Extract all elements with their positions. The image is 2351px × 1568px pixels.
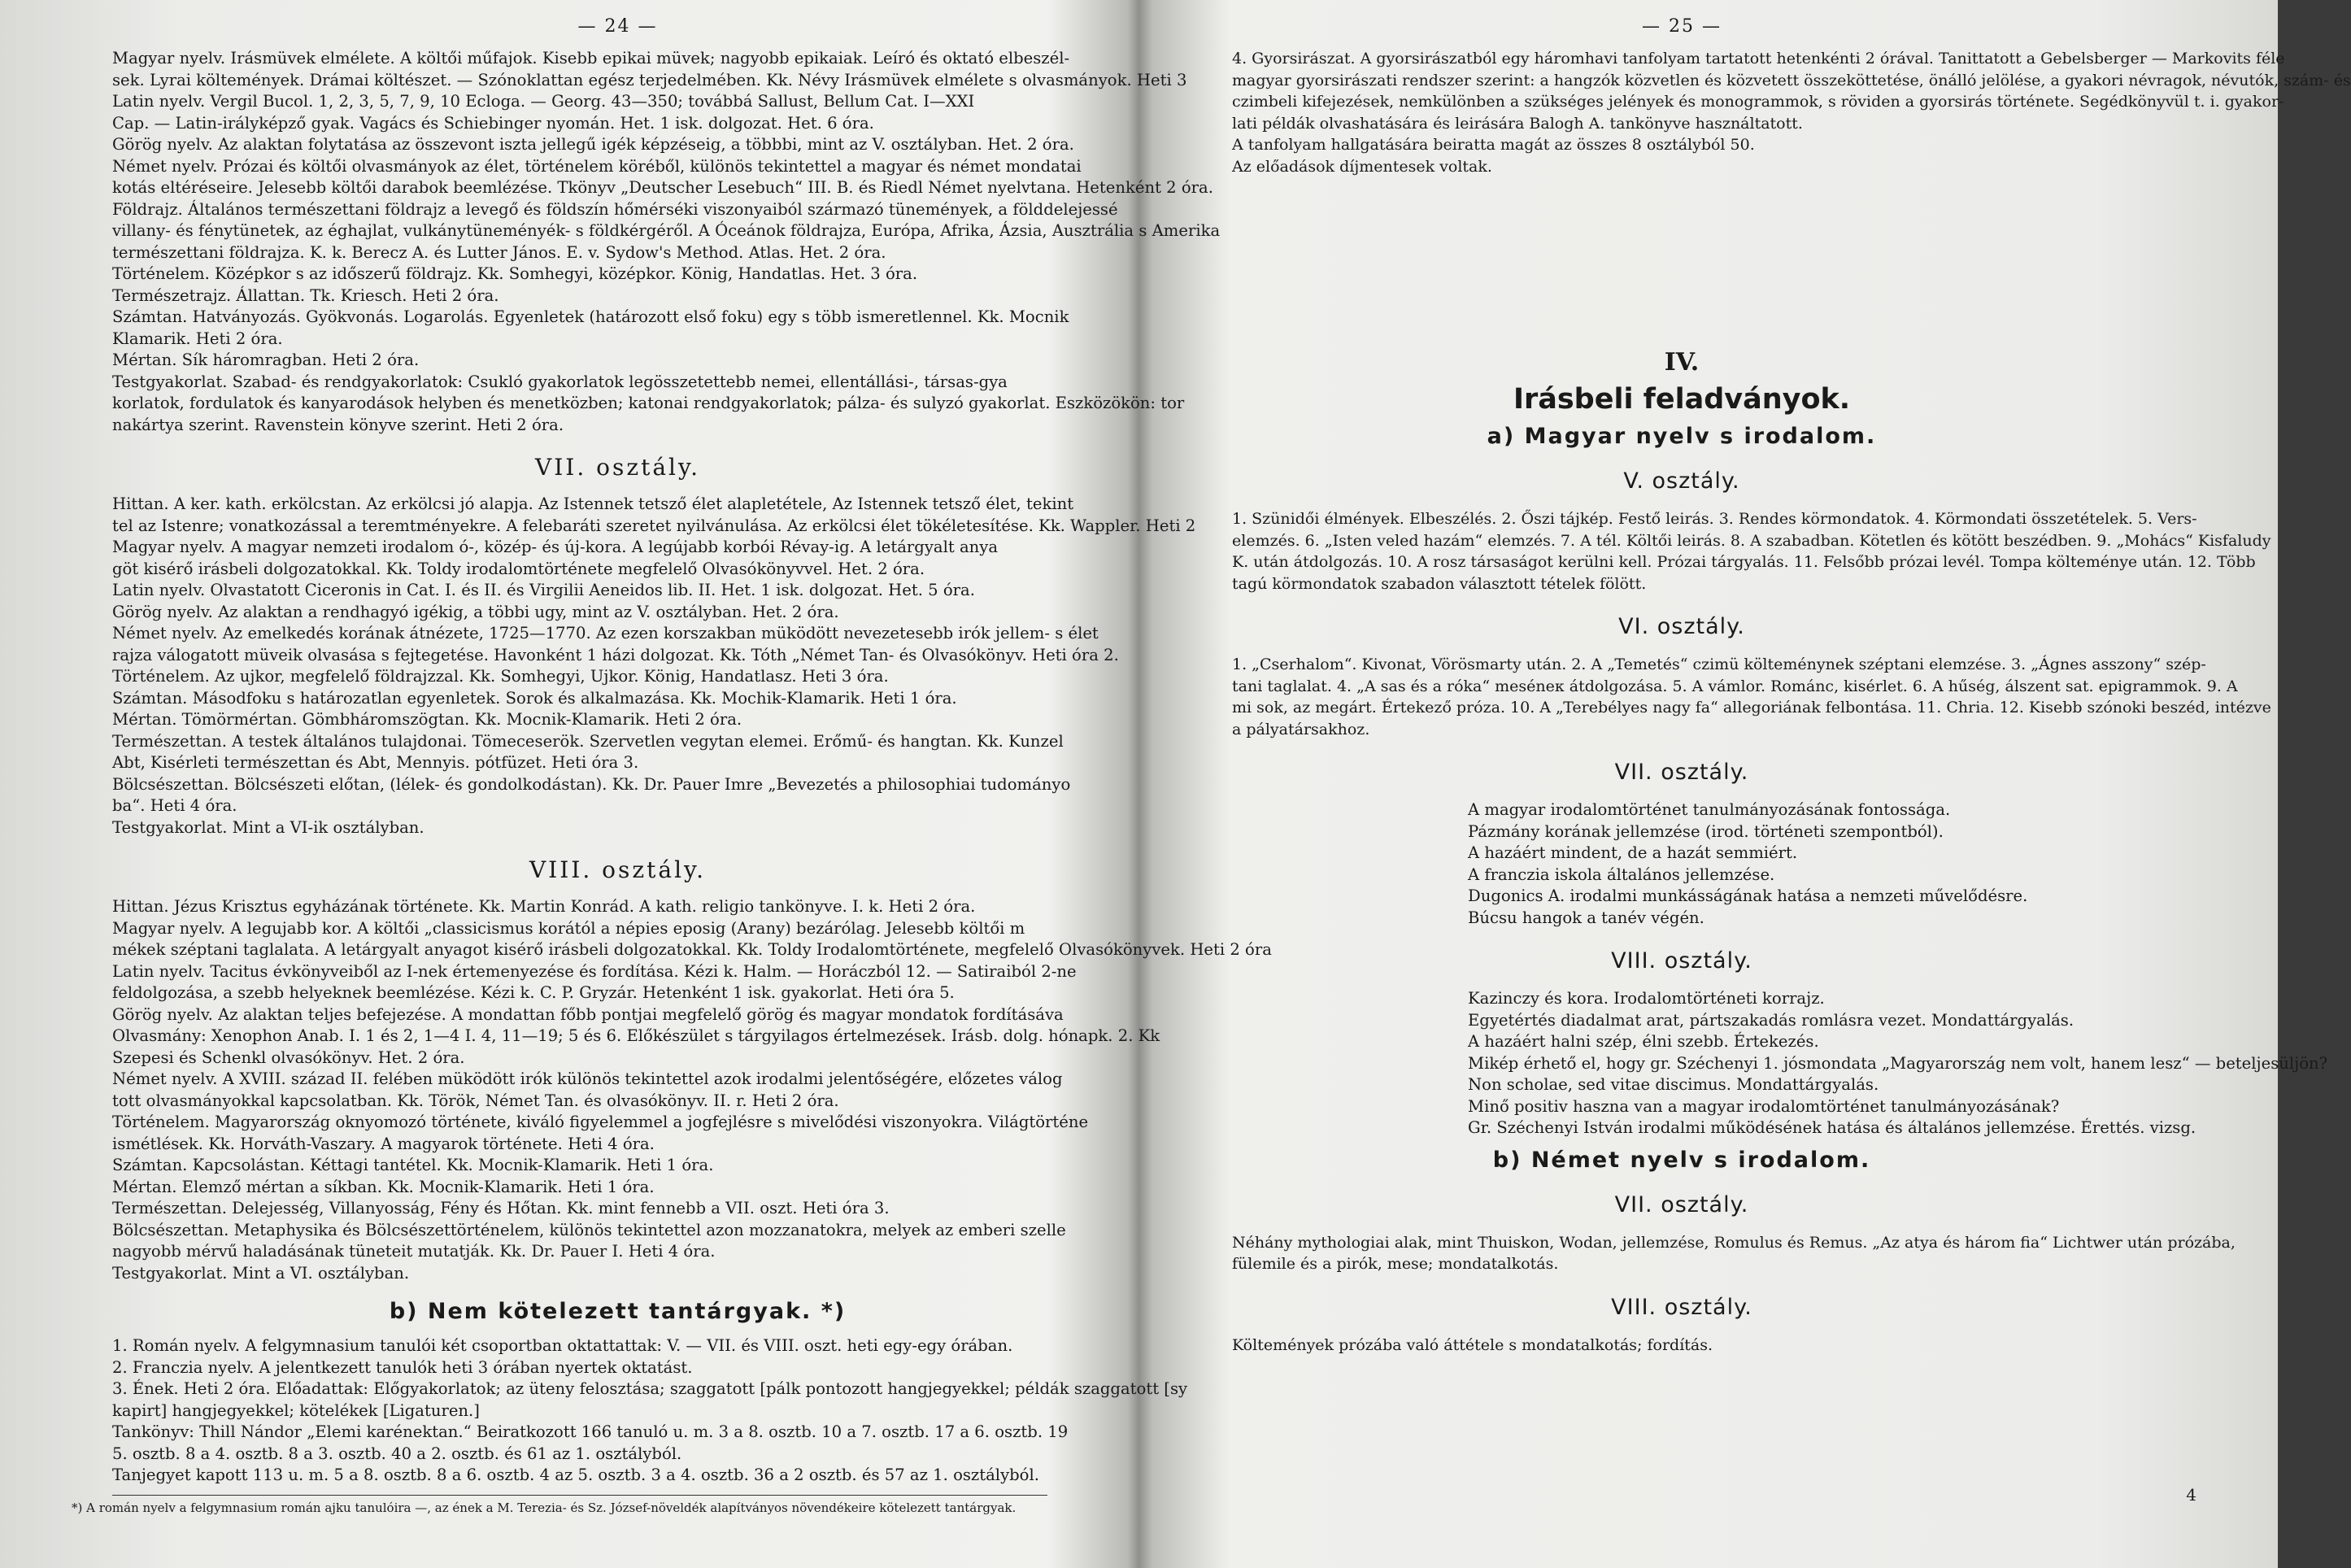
text-line: Magyar nyelv. A magyar nemzeti irodalom ó-, közép- és új-kora. A legújabb korbói Révay-ig. A letárgyalt anya — [112, 538, 999, 556]
block-optional-subjects — [112, 1335, 1188, 1487]
text-line: korlatok, fordulatok és kanyarodások helyben és menetközben; katonai rendgyakorlatok; pálza- és sulyzó gyakorlat. Eszközökön: tor — [112, 394, 1185, 412]
text-line: nakártya szerint. Ravenstein könyve szerint. Heti 2 óra. — [112, 415, 564, 434]
text-line: lati példák olvashatására és leirására Balogh A. tankönyve használtatott. — [1232, 114, 1803, 133]
text-line: 1. „Cserhalom“. Kivonat, Vörösmarty után. 2. A „Temetés“ czimü költeménynek széptani elemzése. 3. „Ágnes asszony“ szép- — [1232, 656, 2206, 673]
text-line: 1. Szünidői élmények. Elbeszélés. 2. Őszi tájkép. Festő leirás. 3. Rendes körmondatok. 4. Körmondati összetételek. 5. Vers- — [1232, 510, 2197, 528]
text-line: Német nyelv. Az emelkedés korának átnézete, 1725—1770. Az ezen korszakban müködött nevezetesebb irók jellem- s élet — [112, 624, 1099, 642]
text-line: A hazáért halni szép, élni szebb. Értekezés. — [1468, 1032, 1819, 1051]
text-line: Klamarik. Heti 2 óra. — [112, 329, 283, 348]
heading-class-7: VII. osztály. — [534, 454, 701, 481]
text-line: Egyetértés diadalmat arat, pártszakadás romlásra vezet. Mondattárgyalás. — [1468, 1010, 2075, 1030]
text-line: magyar gyorsirászati rendszer szerint: a hangzók közvetlen és közvetett összeköttetése, önálló jelölése, a gyakori névragok, névutók, szám- és — [1232, 71, 2351, 89]
text-line: rajza válogatott müveik olvasása s fejtegetése. Havonként 1 házi dolgozat. Kk. Tóth „Német Tan- és Olvasókönyv. Heti óra 2. — [112, 645, 1119, 664]
text-line: Latin nyelv. Vergil Bucol. 1, 2, 3, 5, 7, 9, 10 Ecloga. — Georg. 43—350; továbbá Sallust, Bellum Cat. I—XXI — [112, 92, 975, 111]
text-line: Számtan. Másodfoku s határozatlan egyenletek. Sorok és alkalmazása. Kk. Mochik-Klamarik. Heti 1 óra. — [112, 688, 957, 708]
text-line: tott olvasmányokkal kapcsolatban. Kk. Török, Német Tan. és olvasókönyv. II. r. Heti 2 óra. — [112, 1091, 839, 1110]
german-class-8-text — [1199, 1335, 2164, 1357]
text-line: Latin nyelv. Olvastatott Ciceronis in Cat. I. és II. és Virgilii Aeneidos lib. II. Het. 1 isk. dolgozat. Het. 5 óra. — [112, 581, 975, 599]
heading-optional-subjects: b) Nem kötelezett tantárgyak. *) — [389, 1299, 847, 1324]
text-line: K. után átdolgozás. 10. A rosz társaságot kerülni kell. Prózai tárgyalás. 11. Felsőbb prózai levél. Tompa költeménye után. 12. Több — [1232, 553, 2256, 571]
text-line: Bölcsészettan. Bölcsészeti előtan, (lélek- és gondolkodástan). Kk. Dr. Pauer Imre „Bevezetés a philosophiai tudományo — [112, 774, 1071, 794]
text-line: sek. Lyrai költemények. Drámai költészet. — Szónoklattan egész terjedelmében. Kk. Névy Irásmüvek elmélete s olvasmányok. Heti 3 — [112, 70, 1187, 89]
text-line: Magyar nyelv. A legujabb kor. A költői „classicismus korától a népies eposig (Arany) bezárólag. Jelesebb költői m — [112, 918, 1025, 938]
text-line: Természettan. A testek általános tulajdonai. Tömeceserök. Szervetlen vegytan elemei. Erőmű- és hangtan. Kk. Kunzel — [112, 731, 1064, 751]
class-7-heading: VII. osztály. — [1614, 760, 1749, 785]
intro-shorthand — [1199, 48, 2351, 177]
text-line: Minő positiv haszna van a magyar irodalomtörténet tanulmányozásának? — [1468, 1096, 2060, 1116]
text-line: a pályatársakhoz. — [1232, 720, 1370, 738]
text-line: nagyobb mérvű haladásának tüneteit mutatják. Kk. Dr. Pauer I. Heti 4 óra. — [112, 1242, 716, 1261]
text-line: Abt, Kisérleti természettan és Abt, Mennyis. pótfüzet. Heti óra 3. — [112, 753, 639, 772]
text-line: Dugonics A. irodalmi munkásságának hatása a nemzeti művelődésre. — [1468, 886, 2028, 905]
page-number-left: — 24 — — [577, 16, 658, 37]
text-line: Latin nyelv. Tacitus évkönyveiből az I-nek értemenyezése és fordítása. Kézi k. Halm. — Horáczból 12. — Satiraiból 2-ne — [112, 961, 1077, 981]
text-line: Non scholae, sed vitae discimus. Mondattárgyalás. — [1468, 1075, 1879, 1094]
class-5-text — [1199, 508, 2271, 595]
right-page — [1134, 0, 2351, 1568]
text-line: 5. osztb. 8 a 4. osztb. 8 a 3. osztb. 40 a 2. osztb. és 61 az 1. osztályból. — [112, 1444, 682, 1463]
section-b-title: b) Német nyelv s irodalom. — [1492, 1147, 1871, 1173]
text-line: Görög nyelv. Az alaktan teljes befejezése. A mondattan főbb pontjai megfelelő görög és magyar mondatok fordításáva — [112, 1004, 1064, 1024]
text-line: Számtan. Kapcsolástan. Kéttagi tantétel. Kk. Mocnik-Klamarik. Heti 1 óra. — [112, 1156, 714, 1174]
text-line: A magyar irodalomtörténet tanulmányozásának fontossága. — [1468, 800, 1951, 819]
text-line: Földrajz. Általános természettani földrajz a levegő és földszín hőmérséki viszonyaiból származó tünemények, a földdelejessé — [112, 199, 1118, 219]
text-line: czimbeli kifejezések, nemkülönben a szükséges jelények és monogrammok, s röviden a gyorsirás története. Segédkönyvül t. i. gyakor- — [1232, 93, 2284, 111]
block-6th-class — [112, 48, 1221, 436]
text-line: 1. Román nyelv. A felgymnasium tanulói két csoportban oktattattak: V. — VII. és VIII. oszt. heti egy-egy órában. — [112, 1336, 1013, 1355]
text-line: Olvasmány: Xenophon Anab. I. 1 és 2, 1—4 I. 4, 11—19; 5 és 6. Előkészület s tárgyilagos értelmezések. Irásb. dolg. hónapk. 2. Kk — [112, 1026, 1160, 1045]
text-line: Testgyakorlat. Mint a VI. osztályban. — [112, 1263, 410, 1283]
text-line: kotás eltéréseire. Jelesebb költői darabok beemlézése. Tkönyv „Deutscher Lesebuch“ III. B. és Riedl Német nyelvtana. Hetenként 2 óra. — [112, 178, 1213, 197]
chapter-number: IV. — [1664, 348, 1700, 377]
text-line: ba“. Heti 4 óra. — [112, 796, 237, 815]
section-a-title: a) Magyar nyelv s irodalom. — [1487, 424, 1877, 449]
text-line: Hittan. A ker. kath. erkölcstan. Az erkölcsi jó alapja. Az Istennek tetsző élet alapletétele, Az Istennek tetsző élet, tekint — [112, 494, 1074, 513]
class-6-text — [1199, 654, 2271, 740]
text-line: A franczia iskola általános jellemzése. — [1468, 865, 1775, 884]
text-line: A hazáért mindent, de a hazát semmiért. — [1468, 843, 1798, 862]
text-line: göt kisérő irásbeli dolgozatokkal. Kk. Toldy irodalomtörténete megfelelő Olvasókönyvvel. Het. 2 óra. — [112, 559, 925, 578]
text-line: Testgyakorlat. Mint a VI-ik osztályban. — [112, 817, 424, 837]
text-line: Mikép érhető el, hogy gr. Széchenyi 1. jósmondata „Magyarország nem volt, hanem lesz“ — beteljesüljön? — [1468, 1053, 2328, 1073]
text-line: A tanfolyam hallgatására beiratta magát az összes 8 osztályból 50. — [1232, 136, 1755, 154]
text-line: mi sok, az megárt. Értekező próza. 10. A „Terebélyes nagy fa“ allegoriának felbontása. 11. Chria. 12. Kisebb szónoki beszéd, intézve — [1232, 699, 2271, 716]
text-line: Cap. — Latin-irályképző gyak. Vagács és Schiebinger nyomán. Het. 1 isk. dolgozat. Het. 6 óra. — [112, 113, 874, 133]
text-line: Gr. Széchenyi István irodalmi működésének hatása és általános jellemzése. Érettés. vizsg. — [1468, 1118, 2196, 1137]
text-line: Görög nyelv. Az alaktan folytatása az összevont iszta jellegű igék képzéseig, a többbi, mint az V. osztályban. Het. 2 óra. — [112, 135, 1074, 154]
text-line: tel az Istenre; vonatkozással a teremtményekre. A felebaráti szeretet nyilvánulása. Az erkölcsi élet tökéletesítése. Kk. Wappler. Heti 2 — [112, 516, 1196, 535]
text-line: tagú körmondatok szabadon választott tételek fölött. — [1232, 574, 1647, 593]
text-line: Költemények prózába való áttétele s mondatalkotás; fordítás. — [1232, 1335, 1713, 1354]
class-6-heading: VI. osztály. — [1618, 614, 1745, 639]
text-line: 2. Franczia nyelv. A jelentkezett tanulók heti 3 órában nyertek oktatást. — [112, 1357, 693, 1377]
text-line: tani taglalat. 4. „A sas és a róka“ meséneк átdolgozása. 5. A vámlor. Románc, kisérlet. 6. A hűség, álszent sat. epigrammok. 9. A — [1232, 677, 2238, 695]
text-line: Búcsu hangok a tanév végén. — [1468, 908, 1704, 927]
text-line: Bölcsészettan. Metaphysika és Bölcsészettörténelem, különös tekintettel azon mozzanatokra, melyek az emberi szelle — [112, 1220, 1066, 1239]
text-line: Pázmány korának jellemzése (irod. történeti szempontból). — [1468, 821, 1944, 841]
text-line: Görög nyelv. Az alaktan a rendhagyó igékig, a többi ugy, mint az V. osztályban. Het. 2 óra. — [112, 602, 839, 621]
text-line: Német nyelv. Prózai és költői olvasmányok az élet, történelem köréből, különös tekintettel a magyar és német mondatai — [112, 156, 1082, 176]
text-line: Mértan. Tömörmértan. Gömbháromszögtan. Kk. Mocnik-Klamarik. Heti 2 óra. — [112, 710, 742, 729]
text-line: Kazinczy és kora. Irodalomtörténeti korrajz. — [1468, 989, 1825, 1008]
text-line: Néhány mythologiai alak, mint Thuiskon, Wodan, jellemzése, Romulus és Remus. „Az atya és három fia“ Lichtwer után prózába, — [1232, 1233, 2236, 1252]
block-8th-class — [112, 896, 1272, 1284]
page-number-right: — 25 — — [1642, 16, 1722, 37]
text-line: Magyar nyelv. Irásmüvek elmélete. A költői műfajok. Kisebb epikai müvek; nagyobb epikaiak. Leíró és oktató elbeszél- — [112, 49, 1070, 68]
signature-number: 4 — [2186, 1485, 2196, 1505]
class-5-heading: V. osztály. — [1623, 468, 1740, 494]
text-line: Szepesi és Schenkl olvasókönyv. Het. 2 óra. — [112, 1048, 465, 1067]
text-line: Természetrajz. Állattan. Tk. Kriesch. Heti 2 óra. — [112, 285, 499, 305]
footnote: *) A román nyelv a felgymnasium román ajku tanulóira —, az ének a M. Terezia- és Sz. József-növeldék alapítványos növendékeire kötelezett tantárgyak. — [72, 1500, 1017, 1515]
text-line: fülemile és a pirók, mese; mondatalkotás. — [1232, 1255, 1559, 1273]
text-line: villany- és fénytünetek, az éghajlat, vulkánytüneményék- s földkérgéről. A Óceánok földrajza, Európa, Afrika, Ázsia, Ausztrália s Amerika — [112, 221, 1221, 240]
class-7-topics — [1199, 799, 2164, 929]
text-line: Történelem. Középkor s az időszerű földrajz. Kk. Somhegyi, középkor. König, Handatlas. Het. 3 óra. — [112, 264, 918, 283]
text-line: Mértan. Elemző mértan a síkban. Kk. Mocnik-Klamarik. Heti 1 óra. — [112, 1177, 655, 1196]
footnote-rule — [112, 1495, 1047, 1496]
text-line: Mértan. Sík háromragban. Heti 2 óra. — [112, 351, 420, 369]
block-7th-class — [112, 494, 1196, 838]
text-line: Történelem. Magyarország oknyomozó története, kiváló figyelemmel a jogfejlésre s mivelődési viszonyokra. Világtörténe — [112, 1113, 1089, 1131]
text-line: feldolgozása, a szebb helyeknek beemlézése. Kézi k. C. P. Gryzár. Hetenként 1 isk. gyakorlat. Heti óra 5. — [112, 983, 955, 1002]
german-class-7-text — [1199, 1232, 2236, 1275]
class-8-heading: VIII. osztály. — [1611, 948, 1752, 973]
text-line: 4. Gyorsirászat. A gyorsirászatból egy háromhavi tanfolyam tartatott hetenkénti 2 órával. Tanittatott a Gebelsberger — Markovits féle — [1232, 50, 2285, 68]
text-line: Tankönyv: Thill Nándor „Elemi karénektan.“ Beiratkozott 166 tanuló u. m. 3 a 8. osztb. 10 a 7. osztb. 17 a 6. osztb. 19 — [112, 1422, 1069, 1441]
text-line: Hittan. Jézus Krisztus egyházának története. Kk. Martin Konrád. A kath. religio tankönyve. I. k. Heti 2 óra. — [112, 897, 976, 916]
text-line: természettani földrajza. K. k. Berecz A. és Lutter János. E. v. Sydow's Method. Atlas. Het. 2 óra. — [112, 242, 886, 262]
text-line: Német nyelv. A XVIII. század II. felében müködött irók különös tekintettel azok irodalmi jelentőségére, előzetes válog — [112, 1069, 1063, 1088]
text-line: Az előadások díjmentesek voltak. — [1232, 157, 1492, 176]
text-line: Számtan. Hatványozás. Gyökvonás. Logarolás. Egyenletek (határozott első foku) egy s több ismeretlennel. Kk. Mocnik — [112, 307, 1069, 326]
text-line: elemzés. 6. „Isten veled hazám“ elemzés. 7. A tél. Költői leirás. 8. A szabadban. Kötetlen és kötött beszédben. 9. „Mohács“ Kisfaludy — [1232, 531, 2271, 550]
text-line: Történelem. Az ujkor, megfelelő földrajzzal. Kk. Somhegyi, Ujkor. König, Handatlasz. Heti 3 óra. — [112, 667, 889, 686]
heading-class-8: VIII. osztály. — [529, 856, 707, 883]
german-class-8-heading: VIII. osztály. — [1611, 1294, 1752, 1320]
chapter-title: Irásbeli feladványok. — [1513, 383, 1851, 416]
text-line: ismétlések. Kk. Horváth-Vaszary. A magyarok története. Heti 4 óra. — [112, 1134, 655, 1153]
text-line: Testgyakorlat. Szabad- és rendgyakorlatok: Csukló gyakorlatok legösszetettebb nemei, ellentállási-, társas-gya — [112, 372, 1008, 391]
german-class-7-heading: VII. osztály. — [1614, 1191, 1749, 1217]
text-line: 3. Ének. Heti 2 óra. Előadattak: Előgyakorlatok; az üteny felosztása; szaggatott [pálk pontozott hangjegyekkel; példák szaggatott [sy — [112, 1379, 1188, 1398]
text-line: kapirt] hangjegyekkel; kötelékek [Ligaturen.] — [112, 1400, 480, 1420]
class-8-topics — [1199, 988, 2328, 1139]
text-line: Tanjegyet kapott 113 u. m. 5 a 8. osztb. 8 a 6. osztb. 4 az 5. osztb. 3 a 4. osztb. 36 a 2 osztb. és 57 az 1. osztályból. — [112, 1466, 1039, 1484]
text-line: Természettan. Delejesség, Villanyosság, Fény és Hőtan. Kk. mint fennebb a VII. oszt. Heti óra 3. — [112, 1199, 890, 1217]
text-line: mékek széptani taglalata. A letárgyalt anyagot kisérő irásbeli dolgozatokkal. Kk. Toldy Irodalomtörténete, megfelelő Olvasókönyvek. Heti 2 óra — [112, 940, 1272, 959]
